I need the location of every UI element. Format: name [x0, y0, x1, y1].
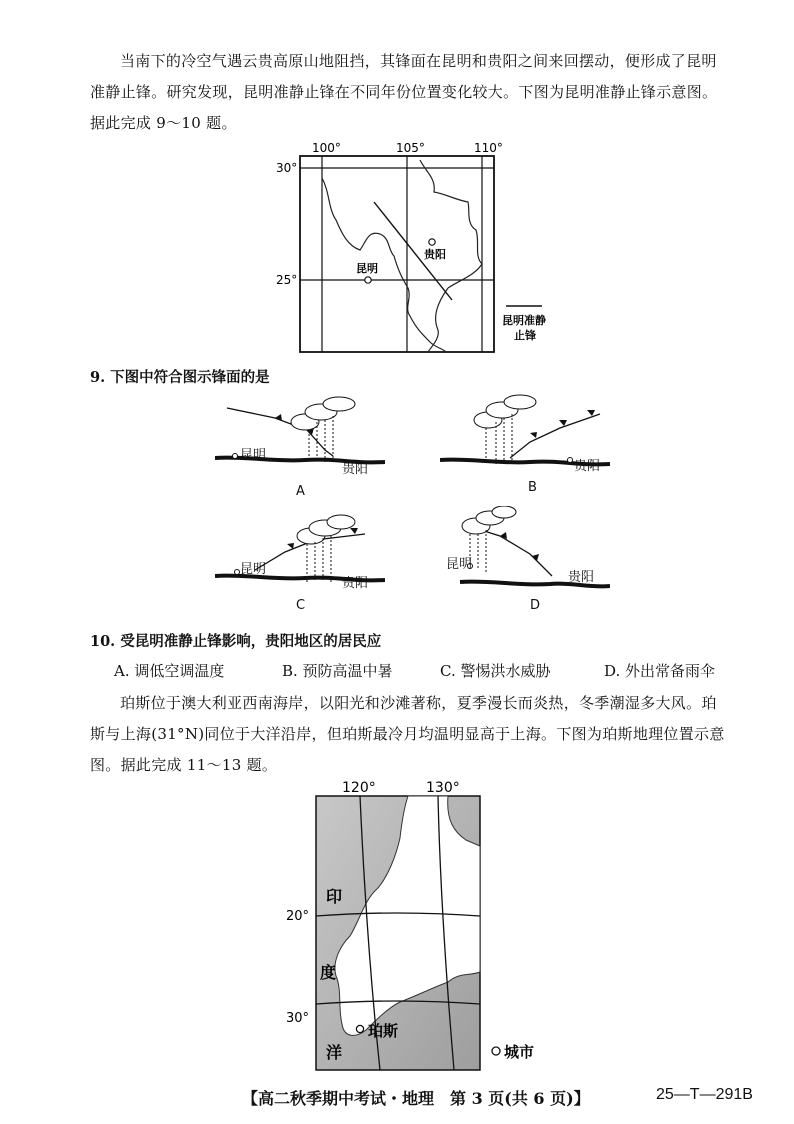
guiyang-label: 贵阳	[424, 248, 446, 261]
ocean-char-2: 度	[320, 963, 337, 982]
intro-paragraph-1: 当南下的冷空气遇云贵高原山地阻挡，其锋面在昆明和贵阳之间来回摆动，便形成了昆明准静止锋。研究发现，昆明准静止锋在不同年份位置变化较大。下图为昆明准静止锋示意图。据此完成 9～10 题。	[90, 52, 718, 132]
page-footer: 【高二秋季期中考试・地理 第 3 页(共 6 页)】	[242, 1089, 590, 1108]
diagram-d-left-city: 昆明	[446, 557, 473, 572]
diagram-d-letter: D	[530, 598, 541, 613]
ocean-char-1: 印	[326, 887, 343, 906]
question-10-stem: 10. 受昆明准静止锋影响，贵阳地区的居民应	[90, 633, 382, 650]
q10-option-d: D. 外出常备雨伞	[604, 662, 716, 680]
city-legend-label: 城市	[504, 1043, 535, 1061]
diagram-a-letter: A	[296, 484, 305, 499]
kunming-front-map	[270, 138, 560, 358]
q10-option-b: B. 预防高温中暑	[282, 662, 393, 680]
diagram-a-left-city: 昆明	[240, 448, 267, 463]
perth-location-map	[280, 776, 550, 1076]
lat-label-30: 30°	[276, 161, 298, 175]
exam-code: 25—T—291B	[656, 1086, 753, 1103]
diagram-a-right-city: 贵阳	[342, 462, 369, 477]
lat-label-30s: 30°	[286, 1011, 310, 1026]
lon-label-105: 105°	[396, 141, 425, 155]
diagram-c-letter: C	[296, 598, 306, 613]
ocean-char-3: 洋	[326, 1043, 343, 1062]
lon-label-130: 130°	[426, 780, 460, 796]
diagram-c-right-city: 贵阳	[342, 576, 369, 591]
kunming-label: 昆明	[356, 262, 378, 275]
q10-option-a: A. 调低空调温度	[114, 662, 225, 680]
legend-text-1: 昆明准静	[502, 314, 546, 327]
diagram-d-right-city: 贵阳	[568, 570, 595, 585]
q10-option-c: C. 警惕洪水威胁	[440, 662, 551, 680]
lon-label-100: 100°	[312, 141, 341, 155]
lon-label-110: 110°	[474, 141, 503, 155]
diagram-b-letter: B	[528, 480, 537, 495]
diagram-b-right-city: 贵阳	[574, 459, 601, 474]
lat-label-20: 20°	[286, 909, 310, 924]
diagram-c-left-city: 昆明	[240, 562, 267, 577]
city-legend-symbol	[492, 1047, 500, 1055]
legend-text-2: 止锋	[514, 329, 536, 342]
intro-paragraph-2: 珀斯位于澳大利亚西南海岸，以阳光和沙滩著称，夏季漫长而炎热，冬季潮湿多大风。珀斯与上海(31°N)同位于大洋沿岸，但珀斯最冷月均温明显高于上海。下图为珀斯地理位置示意图。据此完成 11～13 题。	[90, 694, 725, 774]
lon-label-120: 120°	[342, 780, 376, 796]
lat-label-25: 25°	[276, 273, 298, 287]
perth-label: 珀斯	[368, 1022, 399, 1040]
question-9-stem: 9. 下图中符合图示锋面的是	[90, 369, 270, 386]
